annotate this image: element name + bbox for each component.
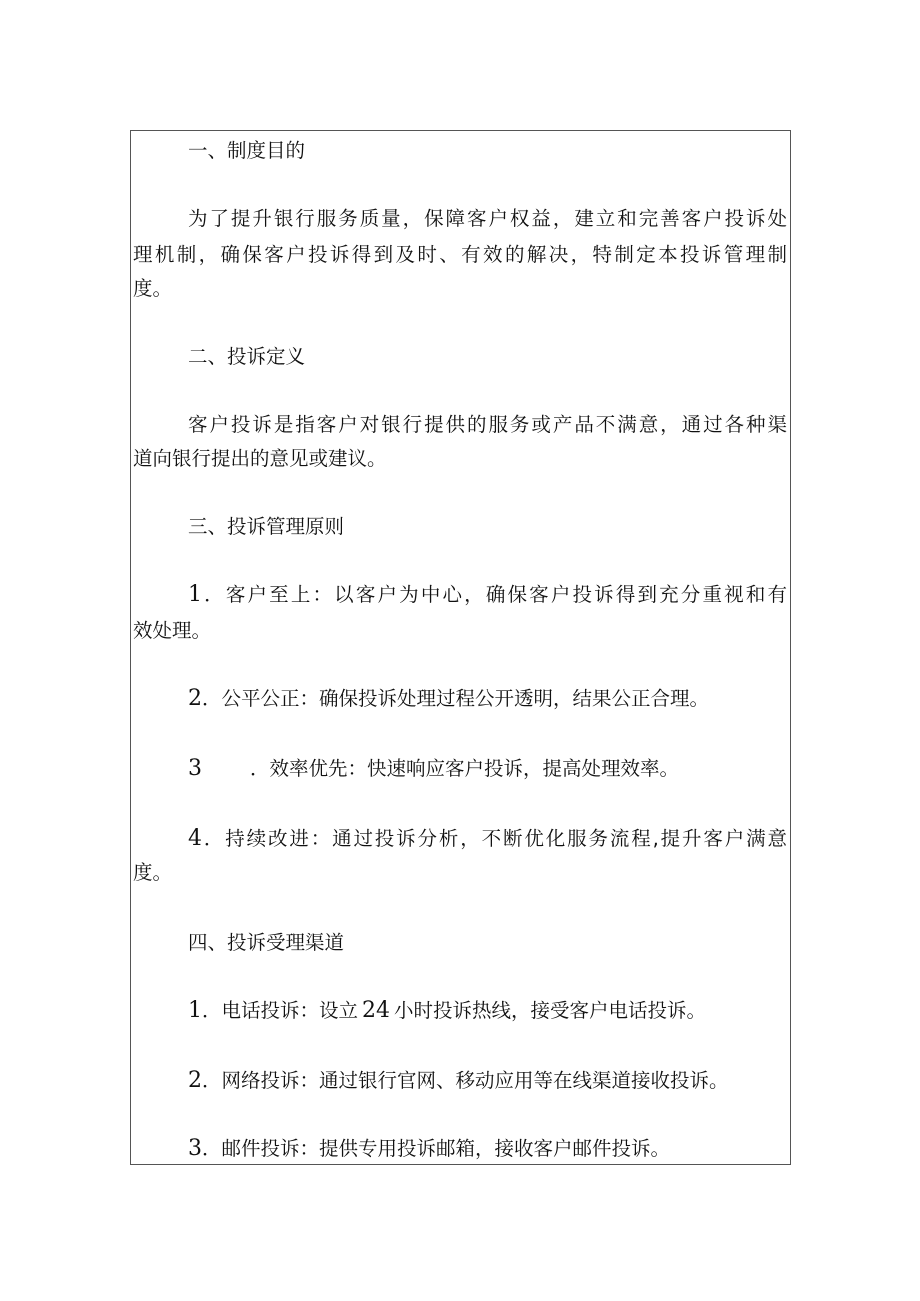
list-item	[130, 822, 791, 856]
heading-text: 二、投诉定义	[188, 345, 306, 368]
list-item	[130, 682, 791, 716]
list-item	[130, 752, 791, 786]
item-number: 2	[188, 1068, 202, 1093]
section-heading-channels	[130, 926, 791, 960]
paragraph-line: 道向银行提出的意见或建议。	[133, 447, 387, 470]
item-number: 3	[188, 756, 202, 781]
item-number: 1	[188, 998, 202, 1023]
list-item-continuation: 效处理。	[133, 619, 212, 642]
item-text: ．效率优先：快速响应客户投诉，提高处理效率。	[250, 757, 680, 780]
list-item	[130, 994, 791, 1028]
section-heading-definition	[130, 340, 791, 374]
section-heading-principles	[130, 510, 791, 544]
list-item	[130, 1064, 791, 1098]
list-item	[130, 578, 791, 612]
heading-text: 一、制度目的	[188, 139, 306, 162]
item-number: 1	[188, 582, 202, 607]
list-item-continuation: 度。	[133, 861, 173, 884]
paragraph-line: 理机制，确保客户投诉得到及时、有效的解决，特制定本投诉管理制	[133, 243, 787, 266]
heading-text: 四、投诉受理渠道	[188, 931, 345, 954]
item-text: ．客户至上：以客户为中心，确保客户投诉得到充分重视和有	[202, 583, 787, 606]
paragraph-line: 度。	[133, 277, 173, 300]
item-text: ．公平公正：确保投诉处理过程公开透明，结果公正合理。	[202, 687, 710, 710]
item-text: ．邮件投诉：提供专用投诉邮箱，接收客户邮件投诉。	[202, 1137, 671, 1160]
item-number: 4	[188, 826, 202, 851]
paragraph-line: 为了提升银行服务质量，保障客户权益，建立和完善客户投诉处	[188, 207, 787, 230]
item-number: 2	[188, 686, 202, 711]
item-text: ．网络投诉：通过银行官网、移动应用等在线渠道接收投诉。	[202, 1069, 729, 1092]
item-text: ．电话投诉：设立	[202, 999, 359, 1022]
heading-text: 三、投诉管理原则	[188, 515, 345, 538]
paragraph-line: 客户投诉是指客户对银行提供的服务或产品不满意，通过各种渠	[188, 413, 787, 436]
item-text: ．持续改进：通过投诉分析，不断优化服务流程,提升客户满意	[202, 827, 787, 850]
hotline-hours: 24	[362, 998, 391, 1023]
item-number: 3	[188, 1136, 202, 1161]
item-text: 小时投诉热线，接受客户电话投诉。	[394, 999, 707, 1022]
list-item	[130, 1132, 791, 1166]
section-heading-purpose	[130, 134, 791, 168]
